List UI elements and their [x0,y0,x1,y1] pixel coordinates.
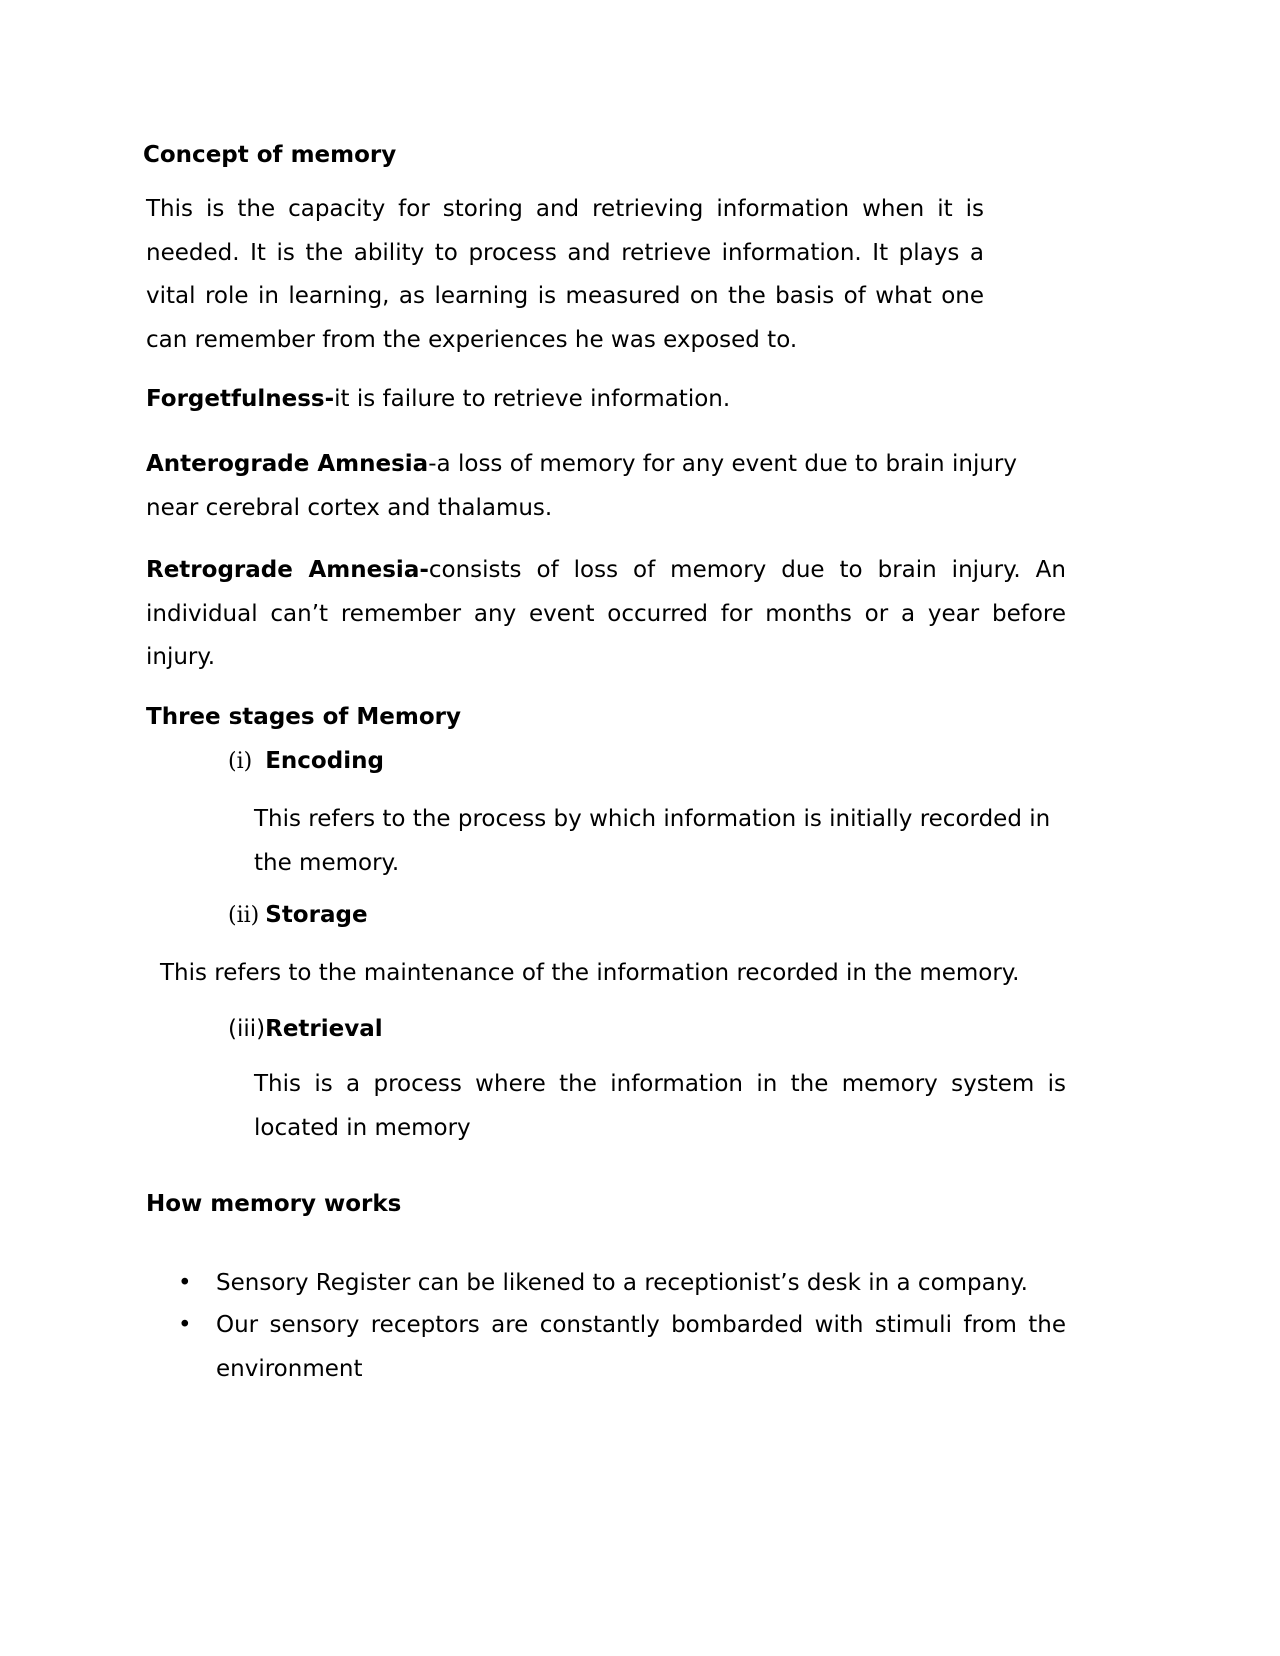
retrograde-term: Retrograde Amnesia- [146,557,429,583]
list-item [178,1304,1066,1391]
list-item-text: Our sensory receptors are constantly bombarded with stimuli from the environment [216,1312,1066,1382]
forgetfulness-term: Forgetfulness- [146,386,335,412]
bullet-icon: • [178,1312,192,1338]
stage-encoding-title [228,740,828,784]
stage-numeral: (ii) [228,903,260,928]
retrograde-definition [146,549,1066,680]
stage-storage-description: This refers to the maintenance of the information recorded in the memory. [160,960,1020,986]
stage-numeral: (i) [228,749,253,774]
stage-storage-title [228,894,828,938]
anterograde-term: Anterograde Amnesia [146,451,429,477]
stage-title: Retrieval [265,1016,383,1042]
stage-encoding-description: This refers to the process by which information is initially recorded in the memory. [254,806,1051,876]
stage-title: Encoding [265,748,384,774]
concept-heading: Concept of memory [143,142,397,168]
stage-title: Storage [265,902,368,928]
stage-numeral: (iii) [228,1016,266,1042]
anterograde-text: -a loss of memory for any event due to brain injury near cerebral cortex and thalamus. [146,451,1017,521]
forgetfulness-definition [146,378,1076,422]
anterograde-definition [146,443,1017,530]
stage-retrieval-description: This is a process where the information in the memory system is located in memory [254,1071,1066,1141]
stage-retrieval-title [228,1008,828,1052]
stages-heading: Three stages of Memory [146,704,461,730]
retrograde-text: consists of loss of memory due to brain injury. An individual can’t remember any event occurred for months or a year before injury. [146,557,1066,670]
concept-paragraph: This is the capacity for storing and retrieving information when it is needed. It is the ability to process and retrieve information. It plays a vital role in learning, as learning is measured on the basis of what one can remember from the experiences he was exposed to. [146,196,984,353]
how-memory-works-heading: How memory works [146,1191,402,1217]
list-item-text: Sensory Register can be likened to a receptionist’s desk in a company. [216,1270,1028,1296]
list-item [178,1262,1068,1306]
bullet-icon: • [178,1270,192,1296]
forgetfulness-text: it is failure to retrieve information. [334,386,731,412]
